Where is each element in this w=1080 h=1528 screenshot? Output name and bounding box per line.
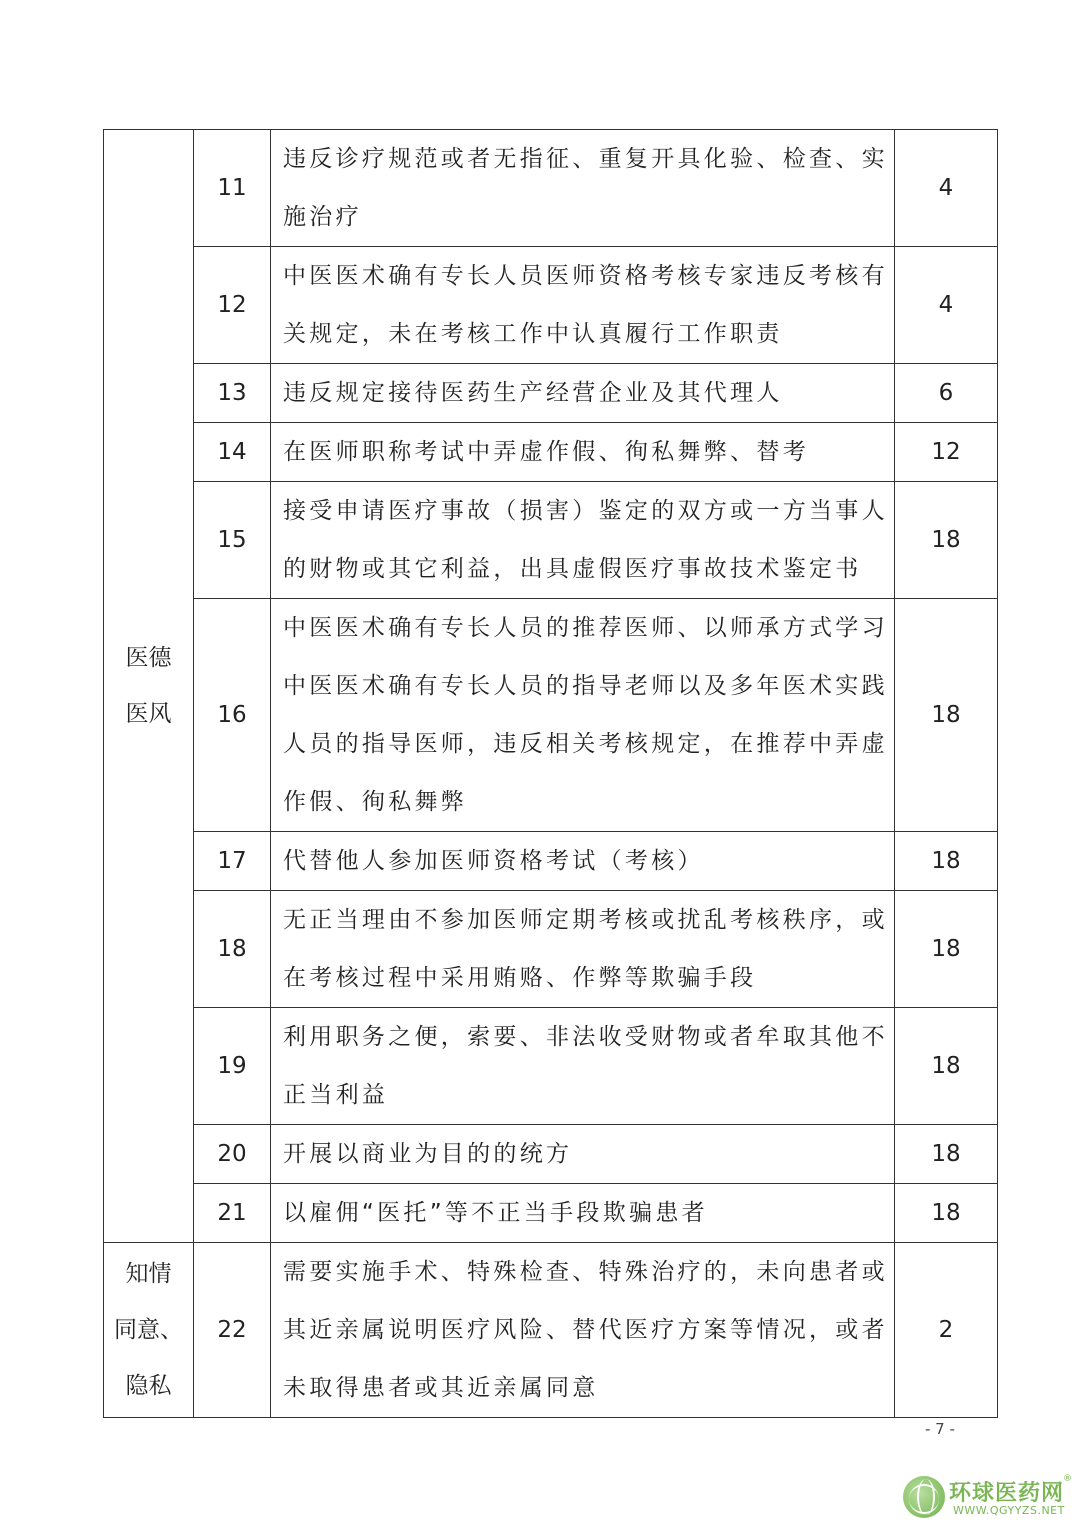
row-description: 需要实施手术、特殊检查、特殊治疗的，未向患者或其近亲属说明医疗风险、替代医疗方案等情况，或者未取得患者或其近亲属同意 [271, 1243, 895, 1418]
category-cell-ethics [104, 130, 194, 1243]
row-number: 16 [194, 599, 271, 832]
table-row [104, 1008, 998, 1125]
table-row [104, 891, 998, 1008]
row-description: 利用职务之便，索要、非法收受财物或者牟取其他不正当利益 [271, 1008, 895, 1125]
logo-name: 环球医药网 [949, 1481, 1065, 1506]
table-row [104, 832, 998, 891]
row-description: 中医医术确有专长人员的推荐医师、以师承方式学习中医医术确有专长人员的指导老师以及多年医术实践人员的指导医师，违反相关考核规定，在推荐中弄虚作假、徇私舞弊 [271, 599, 895, 832]
row-description: 无正当理由不参加医师定期考核或扰乱考核秩序，或在考核过程中采用贿赂、作弊等欺骗手段 [271, 891, 895, 1008]
category-label-line: 医风 [125, 701, 172, 727]
row-number: 22 [194, 1243, 271, 1418]
row-score: 6 [895, 364, 998, 423]
globe-icon [903, 1476, 945, 1518]
category-label-line: 同意、 [114, 1317, 183, 1343]
row-score: 12 [895, 423, 998, 482]
row-description: 违反诊疗规范或者无指征、重复开具化验、检查、实施治疗 [271, 130, 895, 247]
row-score: 4 [895, 130, 998, 247]
row-number: 13 [194, 364, 271, 423]
row-description: 开展以商业为目的的统方 [271, 1125, 895, 1184]
row-score: 18 [895, 891, 998, 1008]
row-number: 17 [194, 832, 271, 891]
page-number: - 7 - [925, 1420, 955, 1438]
row-description: 以雇佣“医托”等不正当手段欺骗患者 [271, 1184, 895, 1243]
table-row [104, 482, 998, 599]
row-number: 19 [194, 1008, 271, 1125]
registered-mark: ® [1063, 1474, 1072, 1484]
category-cell-consent [104, 1243, 194, 1418]
row-description: 接受申请医疗事故（损害）鉴定的双方或一方当事人的财物或其它利益，出具虚假医疗事故技术鉴定书 [271, 482, 895, 599]
row-number: 20 [194, 1125, 271, 1184]
row-score: 18 [895, 832, 998, 891]
row-number: 12 [194, 247, 271, 364]
row-description: 在医师职称考试中弄虚作假、徇私舞弊、替考 [271, 423, 895, 482]
table-row [104, 423, 998, 482]
category-label-line: 医德 [125, 645, 172, 671]
row-description: 中医医术确有专长人员医师资格考核专家违反考核有关规定，未在考核工作中认真履行工作职责 [271, 247, 895, 364]
table-row [104, 599, 998, 832]
site-logo [903, 1476, 1073, 1524]
row-score: 4 [895, 247, 998, 364]
table-row [104, 1125, 998, 1184]
row-description: 代替他人参加医师资格考试（考核） [271, 832, 895, 891]
row-score: 18 [895, 599, 998, 832]
row-score: 18 [895, 1008, 998, 1125]
table-row [104, 1184, 998, 1243]
row-score: 2 [895, 1243, 998, 1418]
row-score: 18 [895, 1184, 998, 1243]
table-row [104, 130, 998, 247]
category-label-line: 知情 [125, 1261, 172, 1287]
table-row [104, 247, 998, 364]
row-description: 违反规定接待医药生产经营企业及其代理人 [271, 364, 895, 423]
table-row [104, 364, 998, 423]
violation-score-table [103, 129, 998, 1418]
row-number: 15 [194, 482, 271, 599]
logo-url: WWW.QGYYZS.NET [953, 1504, 1065, 1517]
row-score: 18 [895, 482, 998, 599]
table-row [104, 1243, 998, 1418]
category-label-line: 隐私 [125, 1373, 172, 1399]
row-number: 14 [194, 423, 271, 482]
row-number: 11 [194, 130, 271, 247]
row-score: 18 [895, 1125, 998, 1184]
row-number: 21 [194, 1184, 271, 1243]
row-number: 18 [194, 891, 271, 1008]
